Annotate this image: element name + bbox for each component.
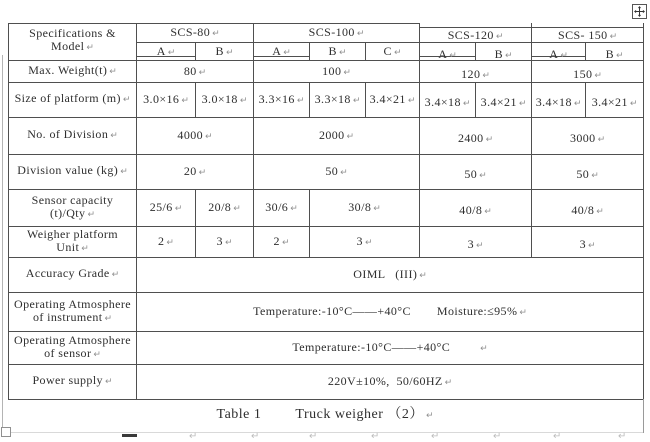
page-left-border bbox=[2, 55, 3, 427]
paragraph-return-icon: ↵ bbox=[482, 70, 490, 81]
anchor-square bbox=[1, 427, 11, 437]
subheader-scs150-a[interactable]: A $_↵$ bbox=[532, 42, 586, 60]
cell-power-supply[interactable]: 220V±10%, 50/60HZ ↵ bbox=[137, 364, 644, 399]
paragraph-return-icon: ↵ bbox=[553, 431, 562, 442]
table-caption[interactable] bbox=[0, 403, 650, 423]
paragraph-return-icon: ↵ bbox=[174, 204, 183, 214]
move-cross-icon bbox=[634, 6, 645, 17]
paragraph-return-icon: ↵ bbox=[346, 132, 355, 142]
paragraph-return-icon: ↵ bbox=[281, 238, 290, 248]
cell-max-weight-scs120[interactable]: 120 $_↵$ bbox=[420, 60, 532, 82]
paragraph-return-icon: ↵ bbox=[479, 171, 487, 181]
paragraph-return-icon: ↵ bbox=[296, 96, 305, 106]
paragraph-return-icon: ↵ bbox=[560, 50, 568, 60]
cell-size-scs120-a[interactable]: 3.4×18 $_↵$ bbox=[420, 82, 476, 117]
header-scs-80[interactable]: SCS-80 ↵ bbox=[137, 23, 254, 42]
frame-bottom-border bbox=[8, 432, 643, 433]
paragraph-return-icon: ↵ bbox=[519, 308, 527, 318]
paragraph-return-icon: ↵ bbox=[419, 271, 427, 281]
paragraph-return-icon: ↵ bbox=[109, 66, 117, 77]
cell-size-scs100-a[interactable]: 3.3×16 ↵ bbox=[254, 82, 310, 117]
row-label-divisions[interactable]: No. of Division ↵ bbox=[9, 117, 137, 154]
cell-size-scs80-a[interactable]: 3.0×16 ↵ bbox=[137, 82, 196, 117]
header-scs-100[interactable]: SCS-100 ↵ bbox=[254, 23, 420, 42]
paragraph-return-icon: ↵ bbox=[393, 47, 402, 58]
row-label-division-value[interactable]: Division value (kg) ↵ bbox=[9, 154, 137, 189]
paragraph-return-icon: ↵ bbox=[225, 47, 234, 58]
paragraph-return-icon: ↵ bbox=[224, 238, 233, 248]
row-label-sensor-capacity[interactable]: Sensor capacity (t)/Qty ↵ bbox=[9, 189, 137, 226]
paragraph-return-icon: ↵ bbox=[597, 135, 606, 145]
cell-sensor-scs150[interactable]: 40/8 $_↵$ bbox=[532, 189, 644, 226]
cell-divisions-scs150[interactable]: 3000 $_↵$ bbox=[532, 117, 644, 154]
table-move-handle[interactable] bbox=[632, 4, 647, 19]
paragraph-return-icon: ↵ bbox=[104, 313, 113, 324]
subheader-scs150-b[interactable]: B $_↵$ bbox=[586, 42, 644, 60]
paragraph-return-icon: ↵ bbox=[198, 168, 207, 178]
paragraph-return-icon: ↵ bbox=[239, 96, 248, 106]
paragraph-return-icon: ↵ bbox=[444, 378, 453, 388]
paragraph-return-icon: ↵ bbox=[233, 204, 241, 214]
paragraph-return-icon: ↵ bbox=[485, 135, 494, 145]
cell-size-scs120-b[interactable]: 3.4×21 $_↵$ bbox=[476, 82, 532, 117]
row-label-accuracy[interactable]: Accuracy Grade ↵ bbox=[9, 257, 137, 292]
subheader-scs120-b[interactable]: B $_↵$ bbox=[476, 42, 532, 60]
paragraph-return-icon: ↵ bbox=[205, 132, 213, 142]
paragraph-return-icon: ↵ bbox=[356, 28, 365, 39]
cell-size-scs80-b[interactable]: 3.0×18 ↵ bbox=[196, 82, 254, 117]
paragraph-return-icon: ↵ bbox=[573, 99, 582, 109]
cell-sensor-scs120[interactable]: 40/8 $_↵$ bbox=[420, 189, 532, 226]
paragraph-return-icon: ↵ bbox=[309, 431, 318, 442]
paragraph-return-icon: ↵ bbox=[189, 431, 198, 442]
cell-divvalue-scs100[interactable]: 50 ↵ bbox=[254, 154, 420, 189]
cell-sensor-scs80-b[interactable]: 20/8 ↵ bbox=[196, 189, 254, 226]
cell-divisions-scs120[interactable]: 2400 $_↵$ bbox=[420, 117, 532, 154]
cell-accuracy-grade[interactable]: OIML (III) ↵ bbox=[137, 257, 644, 292]
cell-divisions-scs80[interactable]: 4000 ↵ bbox=[137, 117, 254, 154]
paragraph-return-icon: ↵ bbox=[449, 50, 457, 60]
paragraph-return-icon: ↵ bbox=[587, 241, 596, 251]
caption-table-number: Table 1 bbox=[216, 407, 262, 422]
cell-max-weight-scs100[interactable]: 100 ↵ bbox=[254, 60, 420, 82]
paragraph-return-icon: ↵ bbox=[110, 131, 118, 141]
paragraph-return-icon: ↵ bbox=[615, 50, 624, 60]
paragraph-return-icon: ↵ bbox=[283, 47, 291, 58]
paragraph-return-icon: ↵ bbox=[212, 28, 220, 39]
cell-unit-scs100-bc[interactable]: 3 ↵ bbox=[310, 226, 420, 257]
row-label-max-weight[interactable]: Max. Weight(t) ↵ bbox=[9, 60, 137, 82]
paragraph-return-icon: ↵ bbox=[475, 241, 484, 251]
cell-atmosphere-instrument[interactable]: Temperature:-10°C——+40°C Moisture:≤95% ↵ bbox=[137, 292, 644, 331]
row-label-platform-size[interactable]: Size of platform (m) ↵ bbox=[9, 82, 137, 117]
row-label-platform-unit[interactable]: Weigher platform Unit ↵ bbox=[9, 226, 137, 257]
cell-size-scs150-b[interactable]: 3.4×21 $_↵$ bbox=[586, 82, 644, 117]
subheader-scs80-b[interactable]: B ↵ bbox=[196, 42, 254, 60]
corner-cell[interactable]: Specifications & Model ↵ bbox=[9, 23, 137, 60]
cell-divvalue-scs80[interactable]: 20 ↵ bbox=[137, 154, 254, 189]
paragraph-return-icon: ↵ bbox=[504, 50, 513, 60]
paragraph-return-icon: ↵ bbox=[251, 431, 260, 442]
paragraph-return-icon: ↵ bbox=[629, 99, 638, 109]
cell-sensor-scs100-bc[interactable]: 30/8 ↵ bbox=[310, 189, 420, 226]
paragraph-return-icon: ↵ bbox=[518, 99, 527, 109]
subheader-scs120-a[interactable]: A $_↵$ bbox=[420, 42, 476, 60]
cell-max-weight-scs80[interactable]: 80 ↵ bbox=[137, 60, 254, 82]
subheader-scs100-a[interactable]: A ↵ bbox=[254, 42, 310, 60]
paragraph-return-icon: ↵ bbox=[122, 95, 131, 105]
paragraph-return-icon: ↵ bbox=[166, 238, 174, 248]
subheader-scs100-b[interactable]: B ↵ bbox=[310, 42, 366, 60]
subheader-scs100-c[interactable]: C ↵ bbox=[366, 42, 420, 60]
cell-atmosphere-sensor[interactable]: Temperature:-10°C——+40°C ↵ bbox=[137, 331, 644, 364]
paragraph-return-icon: ↵ bbox=[343, 67, 351, 78]
paragraph-return-icon: ↵ bbox=[181, 96, 189, 106]
subheader-scs80-a[interactable]: A ↵ bbox=[137, 42, 196, 60]
paragraph-return-icon: ↵ bbox=[373, 204, 381, 214]
cell-sensor-scs80-a[interactable]: 25/6 ↵ bbox=[137, 189, 196, 226]
cell-unit-scs80-a[interactable]: 2 ↵ bbox=[137, 226, 196, 257]
paragraph-return-icon: ↵ bbox=[484, 207, 492, 217]
paragraph-return-icon: ↵ bbox=[591, 171, 599, 181]
paragraph-return-icon: ↵ bbox=[120, 167, 128, 177]
cell-size-scs100-c[interactable]: 3.4×21 ↵ bbox=[366, 82, 420, 117]
paragraph-return-icon: ↵ bbox=[609, 31, 618, 42]
paragraph-return-icon: ↵ bbox=[290, 204, 298, 214]
paragraph-return-icon: ↵ bbox=[81, 243, 89, 254]
paragraph-return-icon: ↵ bbox=[111, 270, 120, 280]
paragraph-return-icon: ↵ bbox=[371, 431, 380, 442]
paragraph-return-icon: ↵ bbox=[596, 207, 604, 217]
cell-sensor-scs100-a[interactable]: 30/6 ↵ bbox=[254, 189, 310, 226]
paragraph-return-icon: ↵ bbox=[493, 431, 502, 442]
paragraph-return-icon: ↵ bbox=[167, 47, 176, 58]
cell-unit-scs80-b[interactable]: 3 ↵ bbox=[196, 226, 254, 257]
paragraph-return-icon: ↵ bbox=[93, 349, 101, 360]
cell-max-weight-scs150[interactable]: 150 $_↵$ bbox=[532, 60, 644, 82]
header-scs-150[interactable]: SCS- 150 $_↵$ bbox=[532, 23, 644, 42]
caption-title: Truck weigher （2） bbox=[295, 407, 424, 422]
paragraph-return-icon: ↵ bbox=[618, 431, 627, 442]
paragraph-return-icon: ↵ bbox=[198, 67, 207, 78]
cell-unit-scs150[interactable]: 3 $_↵$ bbox=[532, 226, 644, 257]
paragraph-return-icon: ↵ bbox=[425, 411, 434, 421]
paragraph-return-icon: ↵ bbox=[495, 31, 504, 42]
row-label-power-supply[interactable]: Power supply ↵ bbox=[9, 364, 137, 399]
paragraph-return-icon: ↵ bbox=[86, 43, 94, 54]
cell-divisions-scs100[interactable]: 2000 ↵ bbox=[254, 117, 420, 154]
paragraph-return-icon: ↵ bbox=[87, 209, 95, 220]
paragraph-return-icon: ↵ bbox=[480, 344, 488, 354]
paragraph-return-icon: ↵ bbox=[431, 431, 440, 442]
cell-divvalue-scs120[interactable]: 50 $_↵$ bbox=[420, 154, 532, 189]
paragraph-return-icon: ↵ bbox=[407, 96, 416, 106]
paragraph-return-icon: ↵ bbox=[338, 47, 347, 58]
paragraph-return-icon: ↵ bbox=[364, 238, 373, 248]
header-scs-120[interactable]: SCS-120 $_↵$ bbox=[420, 23, 532, 42]
cell-unit-scs100-a[interactable]: 2 ↵ bbox=[254, 226, 310, 257]
frame-right-border bbox=[643, 399, 644, 433]
truck-weigher-spec-table bbox=[8, 23, 644, 400]
paragraph-return-icon: ↵ bbox=[340, 168, 348, 178]
cell-size-scs150-a[interactable]: 3.4×18 $_↵$ bbox=[532, 82, 586, 117]
row-label-atmosphere-instrument[interactable]: Operating Atmosphere of instrument ↵ bbox=[9, 292, 137, 331]
paragraph-return-icon: ↵ bbox=[104, 377, 113, 387]
paragraph-return-icon: ↵ bbox=[462, 99, 471, 109]
cell-unit-scs120[interactable]: 3 $_↵$ bbox=[420, 226, 532, 257]
paragraph-return-icon: ↵ bbox=[352, 96, 361, 106]
cell-divvalue-scs150[interactable]: 50 $_↵$ bbox=[532, 154, 644, 189]
row-label-atmosphere-sensor[interactable]: Operating Atmosphere of sensor ↵ bbox=[9, 331, 137, 364]
cell-size-scs100-b[interactable]: 3.3×18 ↵ bbox=[310, 82, 366, 117]
cursor-dash bbox=[122, 434, 137, 437]
paragraph-return-icon: ↵ bbox=[594, 70, 602, 81]
